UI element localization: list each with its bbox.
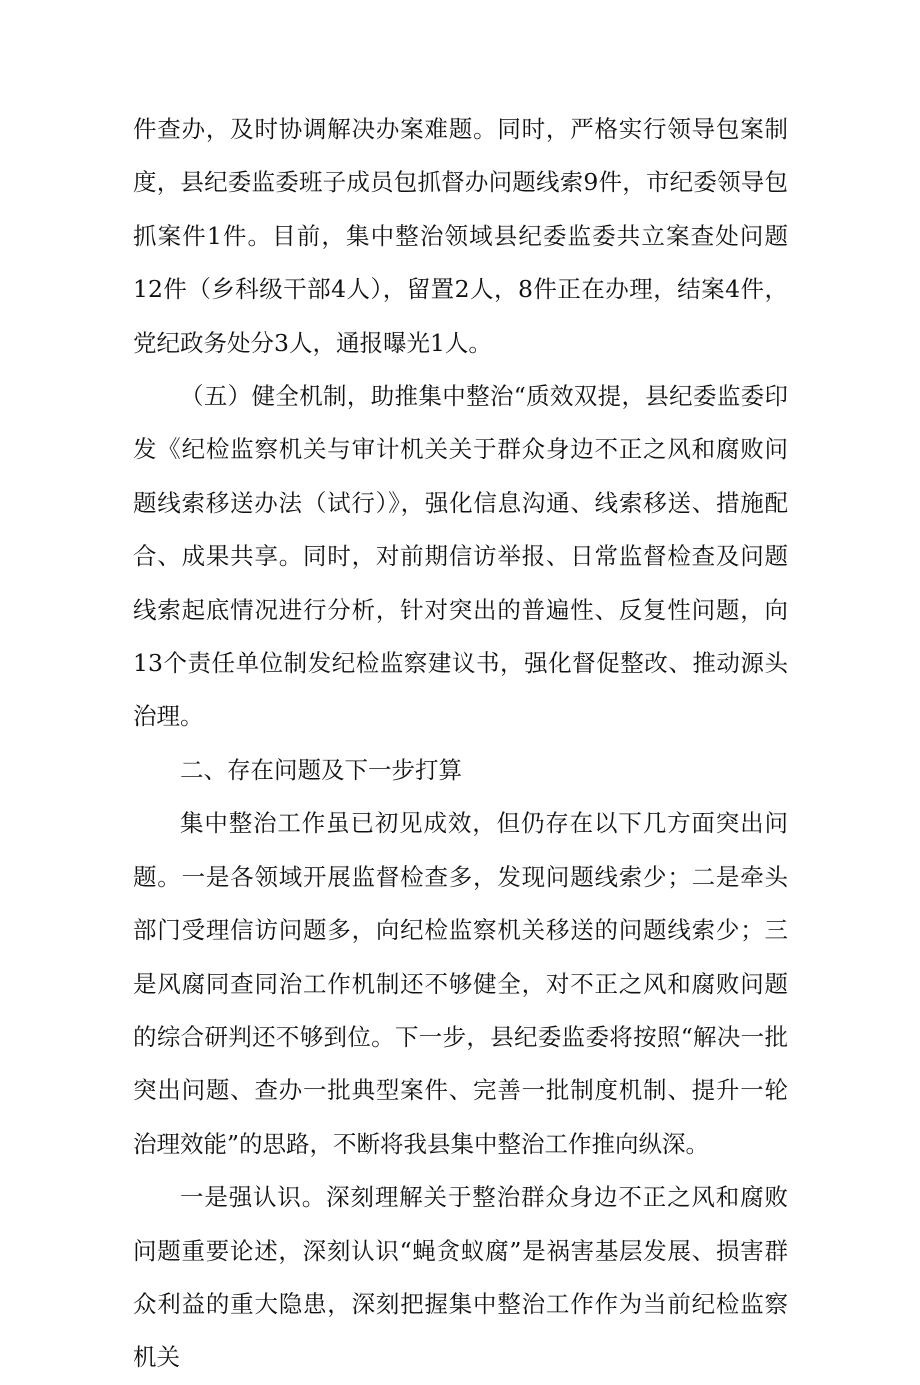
section-heading-problems: 二、存在问题及下一步打算 (180, 755, 462, 784)
paragraph-case-handling: 件查办，及时协调解决办案难题。同时，严格实行领导包案制度，县纪委监委班子成员包抓督办问题线索9件，市纪委领导包抓案件1件。目前，集中整治领域县纪委监委共立案查处问题12件（乡科级干部4人），留置2人，8件正在办理，结案4件，党纪政务处分3人，通报曝光1人。 (133, 115, 788, 357)
paragraph-awareness: 一是强认识。深刻理解关于整治群众身边不正之风和腐败问题重要论述，深刻认识“蝇贪蚁腐”是祸害基层发展、损害群众利益的重大隐患，深刻把握集中整治工作作为当前纪检监察机关 (133, 1183, 788, 1372)
paragraph-problems: 集中整治工作虽已初见成效，但仍存在以下几方面突出问题。一是各领域开展监督检查多，发现问题线索少；二是牵头部门受理信访问题多，向纪检监察机关移送的问题线索少；三是风腐同查同治工作机制还不够健全，对不正之风和腐败问题的综合研判还不够到位。下一步，县纪委监委将按照“解决一批突出问题、查办一批典型案件、完善一批制度机制、提升一轮治理效能”的思路，不断将我县集中整治工作推向纵深。 (133, 809, 788, 1158)
paragraph-mechanism: （五）健全机制，助推集中整治“质效双提，县纪委监委印发《纪检监察机关与审计机关关于群众身边不正之风和腐败问题线索移送办法（试行）》，强化信息沟通、线索移送、措施配合、成果共享。同时，对前期信访举报、日常监督检查及问题线索起底情况进行分析，针对突出的普遍性、反复性问题，向13个责任单位制发纪检监察建议书，强化督促整改、推动源头治理。 (133, 382, 788, 731)
document-body (133, 103, 788, 1385)
